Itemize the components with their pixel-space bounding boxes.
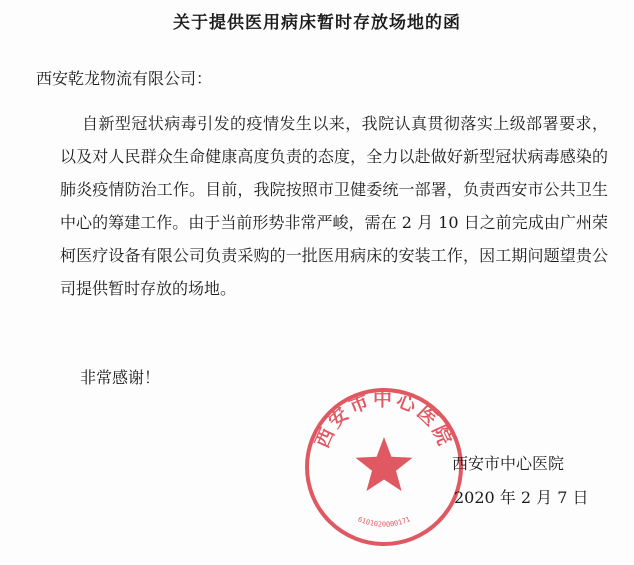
closing-thanks: 非常感谢！ — [80, 368, 161, 387]
signature-date: 2020 年 2 月 7 日 — [454, 488, 589, 507]
signature-organization: 西安市中心医院 — [452, 454, 565, 473]
seal-arc-text: 西安市中心医院 — [311, 388, 457, 452]
document-title: 关于提供医用病床暂时存放场地的函 — [173, 13, 461, 33]
addressee: 西安乾龙物流有限公司： — [36, 69, 213, 88]
official-seal-stamp — [302, 385, 466, 549]
letter-body: 自新型冠状病毒引发的疫情发生以来，我院认真贯彻落实上级部署要求，以及对人民群众生命健康高度负责的态度，全力以赴做好新型冠状病毒感染的肺炎疫情防治工作。目前，我院按照市卫健委统一部署，负责西安市公共卫生中心的筹建工作。由于当前形势非常严峻，需在 2 月 10 日之前完成由广州荣柯医疗设备有限公司负责采购的一批医用病床的安装工作，因工期问题望贵公司提供暂时存放的场地。 — [60, 114, 608, 298]
seal-star-icon — [356, 437, 413, 491]
seal-code: 6101020000171 — [356, 515, 412, 529]
